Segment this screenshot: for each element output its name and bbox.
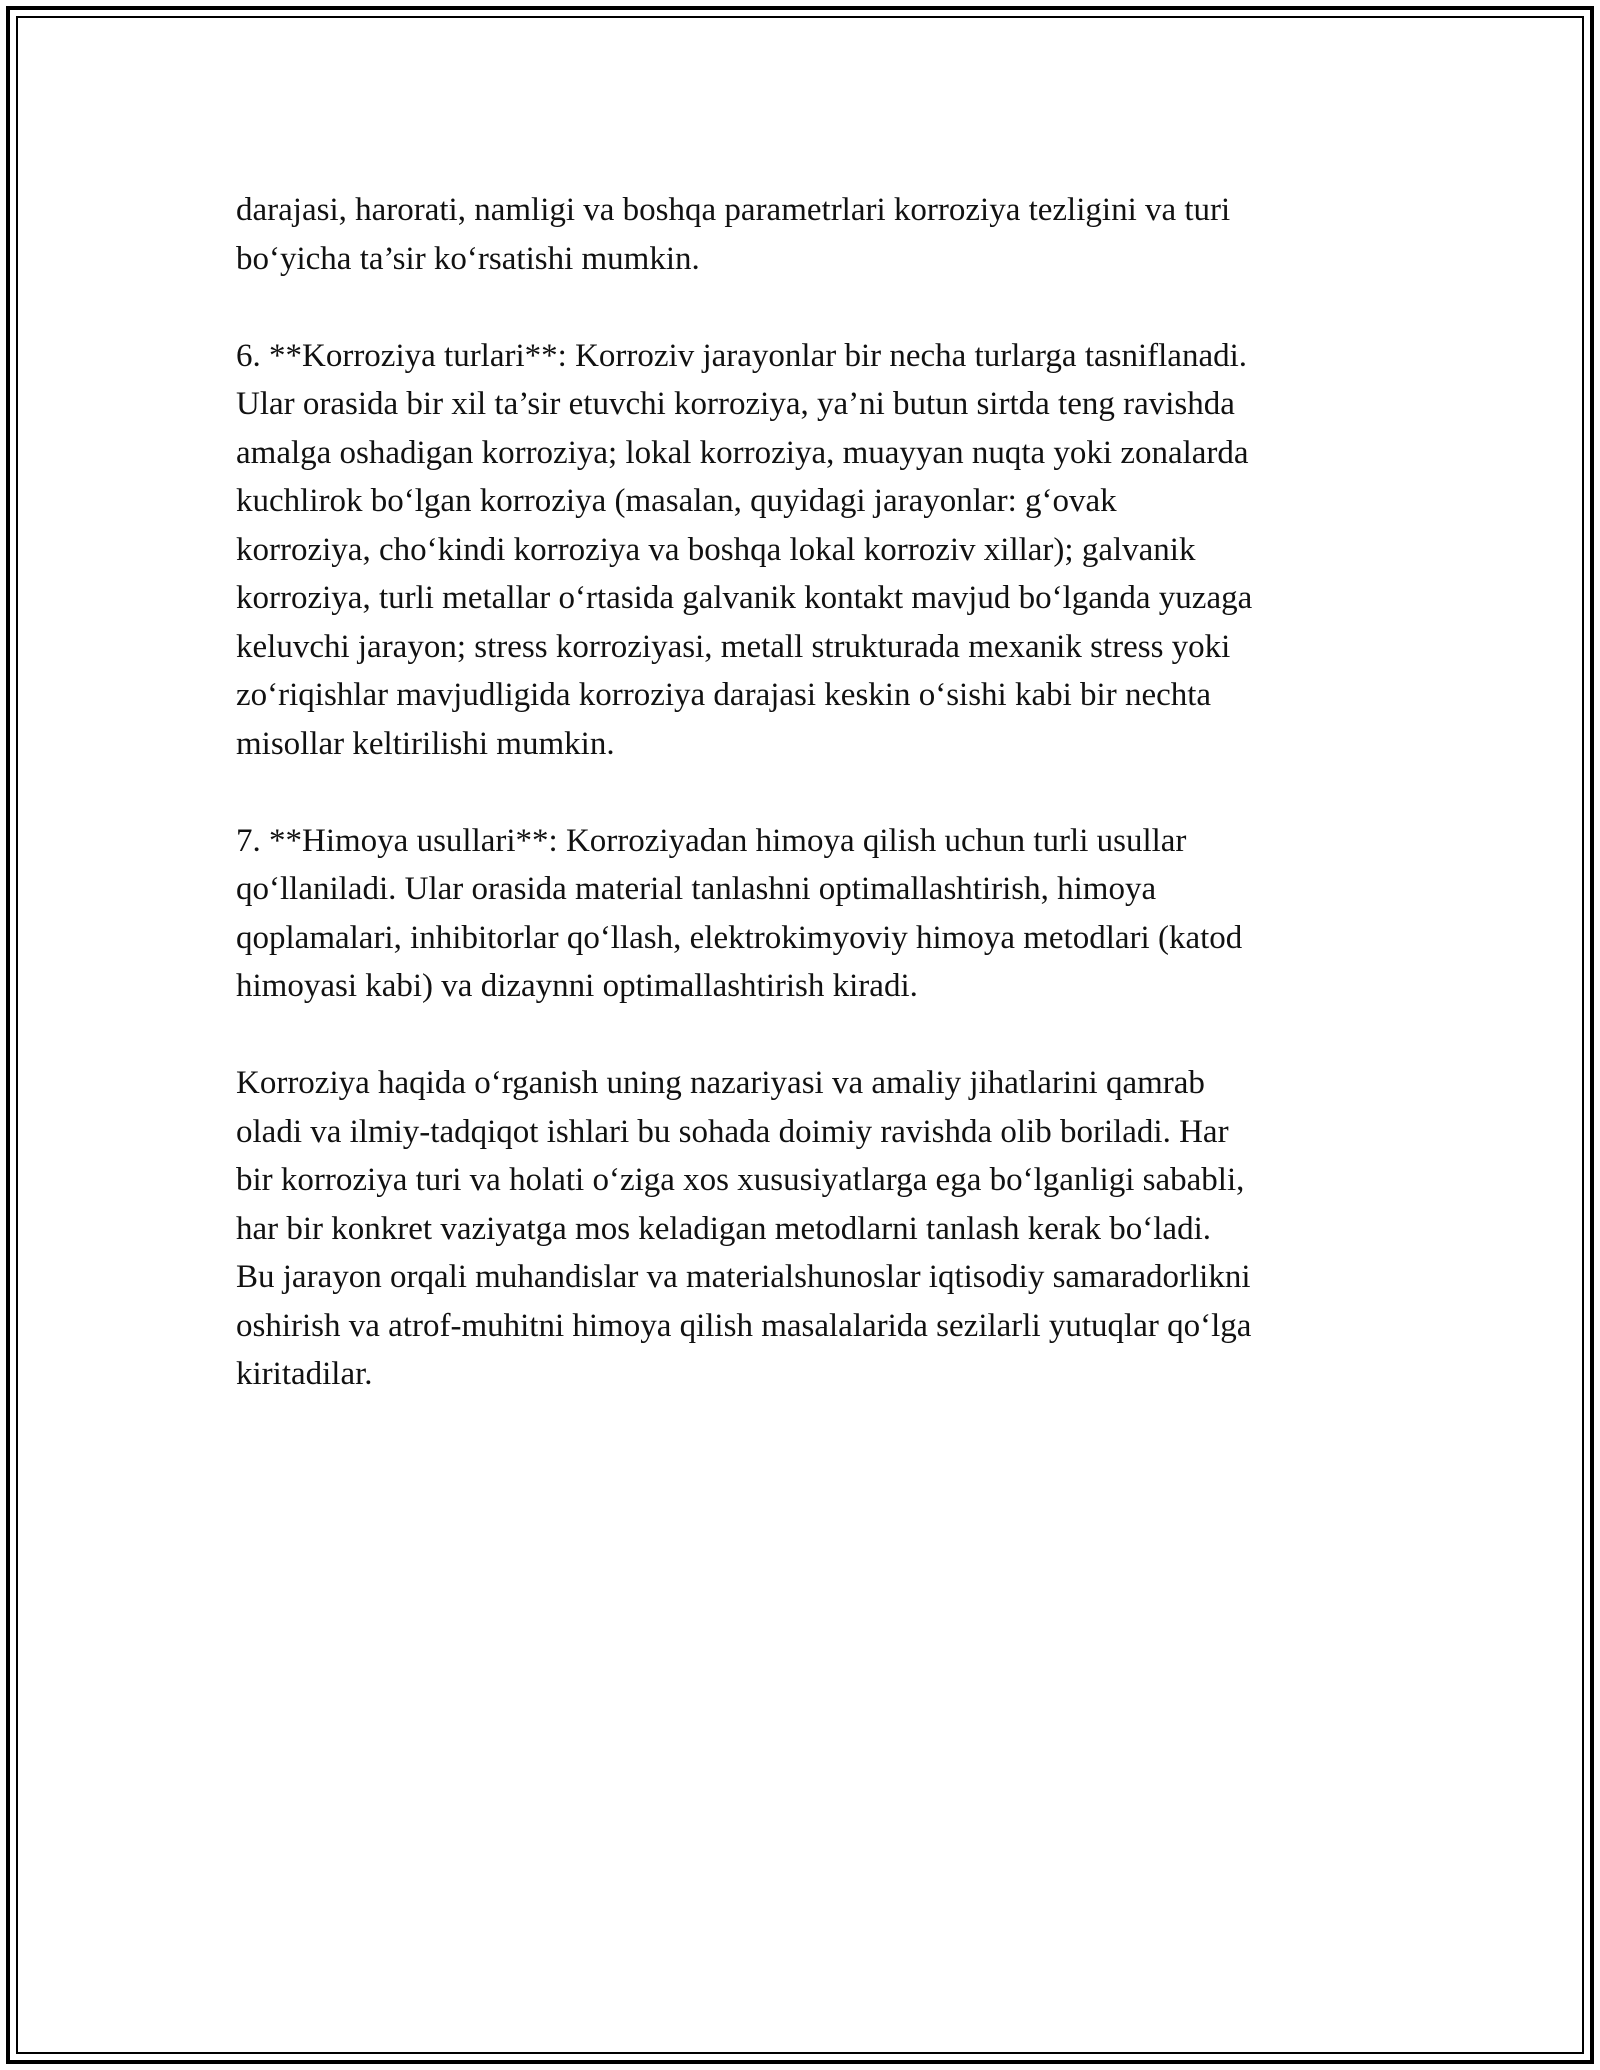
text-line: qoplamalari, inhibitorlar qo‘llash, elektrokimyoviy himoya metodlari (katod bbox=[236, 919, 1243, 956]
text-line: Korroziya haqida o‘rganish uning nazariyasi va amaliy jihatlarini qamrab bbox=[236, 1065, 1205, 1101]
text-line: zo‘riqishlar mavjudligida korroziya darajasi keskin o‘sishi kabi bir nechta bbox=[236, 677, 1212, 713]
text-line: 6. **Korroziya turlari**: Korroziv jarayonlar bir necha turlarga tasniflanadi. bbox=[236, 337, 1248, 374]
text-line: kiritadilar. bbox=[236, 1356, 373, 1392]
text-line: korroziya, turli metallar o‘rtasida galvanik kontakt mavjud bo‘lganda yuzaga bbox=[236, 580, 1253, 616]
text-line: qo‘llaniladi. Ular orasida material tanlashni optimallashtirish, himoya bbox=[236, 871, 1157, 907]
text-line: darajasi, harorati, namligi va boshqa parametrlari korroziya tezligini va turi bbox=[236, 192, 1231, 228]
text-line: kuchlirok bo‘lgan korroziya (masalan, quyidagi jarayonlar: g‘ovak bbox=[236, 483, 1117, 519]
paragraph-korroziya-turlari bbox=[236, 332, 1396, 769]
paragraph-himoya-usullari bbox=[236, 817, 1396, 1011]
text-line: har bir konkret vaziyatga mos keladigan metodlarni tanlash kerak bo‘ladi. bbox=[236, 1210, 1211, 1247]
paragraph-conclusion bbox=[236, 1059, 1396, 1399]
document-body bbox=[236, 186, 1396, 1447]
text-line: keluvchi jarayon; stress korroziyasi, metall strukturada mexanik stress yoki bbox=[236, 628, 1231, 665]
text-line: bo‘yicha ta’sir ko‘rsatishi mumkin. bbox=[236, 240, 700, 277]
text-line: Bu jarayon orqali muhandislar va materialshunoslar iqtisodiy samaradorlikni bbox=[236, 1259, 1251, 1295]
text-line: amalga oshadigan korroziya; lokal korroziya, muayyan nuqta yoki zonalarda bbox=[236, 434, 1249, 471]
text-line: misollar keltirilishi mumkin. bbox=[236, 725, 615, 762]
text-line: Ular orasida bir xil ta’sir etuvchi korroziya, ya’ni butun sirtda teng ravishda bbox=[236, 386, 1235, 422]
text-line: himoyasi kabi) va dizaynni optimallashtirish kiradi. bbox=[236, 968, 918, 1004]
text-line: korroziya, cho‘kindi korroziya va boshqa lokal korroziv xillar); galvanik bbox=[236, 531, 1196, 568]
text-line: oladi va ilmiy-tadqiqot ishlari bu sohada doimiy ravishda olib boriladi. Har bbox=[236, 1113, 1229, 1150]
text-line: 7. **Himoya usullari**: Korroziyadan himoya qilish uchun turli usullar bbox=[236, 822, 1187, 859]
text-line: bir korroziya turi va holati o‘ziga xos xususiyatlarga ega bo‘lganligi sababli, bbox=[236, 1162, 1245, 1198]
text-line: oshirish va atrof-muhitni himoya qilish masalalarida sezilarli yutuqlar qo‘lga bbox=[236, 1307, 1252, 1344]
paragraph-continuation bbox=[236, 186, 1396, 283]
